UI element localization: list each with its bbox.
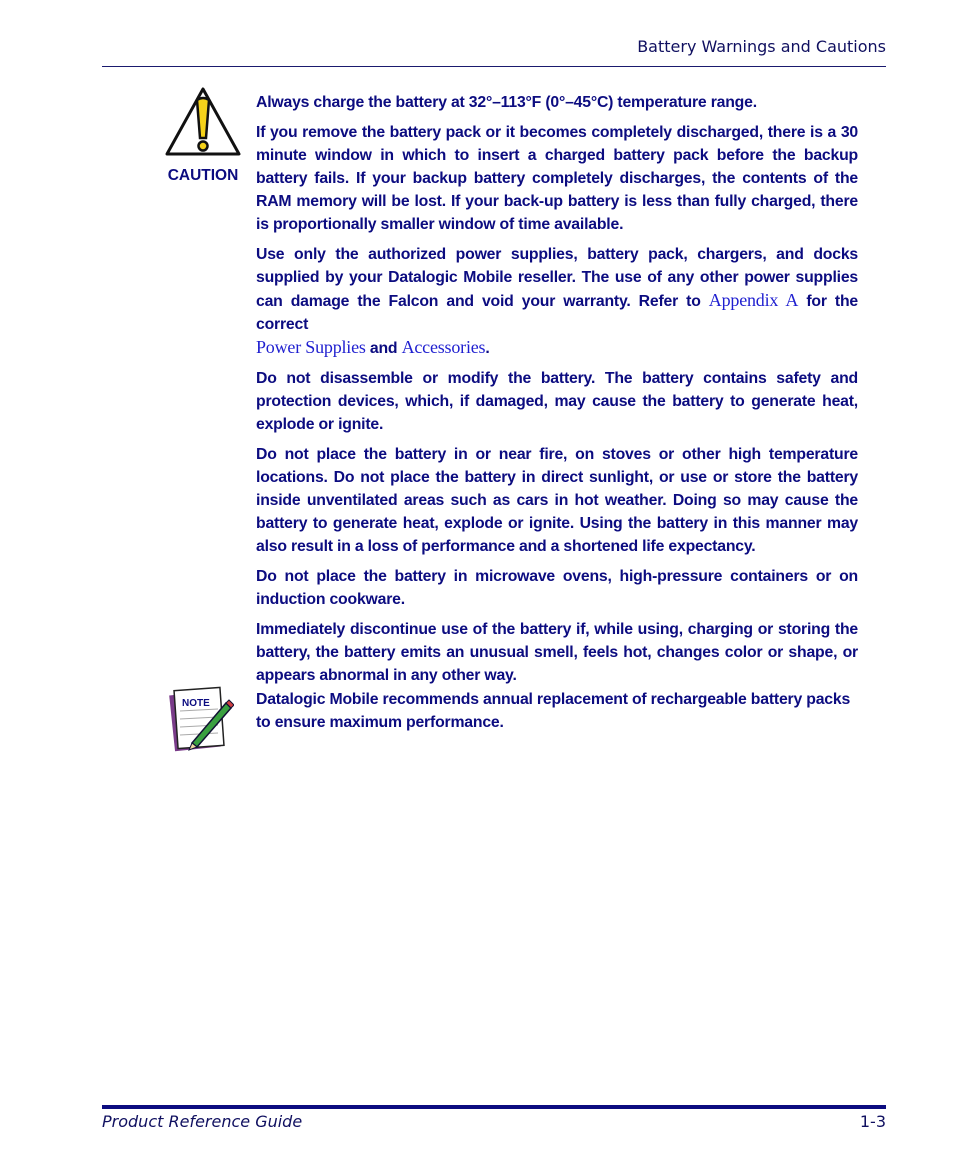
caution-paragraph: Always charge the battery at 32°–113°F (0°–45°C) temperature range. xyxy=(256,94,757,111)
caution-paragraph: Do not place the battery in or near fire, on stoves or other high temperature locations. Do not place the battery in direct sunlight, or use or store the battery inside unventilated areas such as cars in hot weather. Doing so may cause the battery to generate heat, explode or ignite. Using the battery in this manner may also result in a loss of performance and a shortened life expectancy. xyxy=(256,446,858,555)
page-number: 1-3 xyxy=(859,1112,886,1131)
note-pad-icon xyxy=(168,683,234,758)
header-rule xyxy=(102,66,886,67)
supply-text: Use only the authorized power supplies, battery pack, chargers, and docks supplied by your Datalogic Mobile reseller. The use of any other power supplies can damage the Falcon and void your warranty. Refer to xyxy=(256,246,858,310)
running-header: Battery Warnings and Cautions xyxy=(637,37,886,56)
caution-paragraph: Immediately discontinue use of the battery if, while using, charging or storing the battery, the battery emits an unusual smell, feels hot, changes color or shape, or appears abnormal in any other way. xyxy=(256,621,858,684)
note-text: Datalogic Mobile recommends annual replacement of rechargeable battery packs to ensure maximum performance. xyxy=(256,691,851,731)
caution-paragraph: If you remove the battery pack or it becomes completely discharged, there is a 30 minute window in which to insert a charged battery pack before the backup battery fails. If your backup battery completely discharges, the contents of the RAM memory will be lost. If your back-up battery is less than fully charged, there is proportionally smaller window of time available. xyxy=(256,124,858,233)
appendix-a-link[interactable]: Appendix A xyxy=(708,290,799,310)
caution-block xyxy=(162,86,244,185)
note-icon-label: NOTE xyxy=(182,698,210,709)
supply-text: and xyxy=(365,340,402,357)
warning-triangle-icon xyxy=(164,86,242,158)
caution-text xyxy=(256,91,858,694)
supply-text: . xyxy=(485,340,490,357)
caution-paragraph: Do not disassemble or modify the battery. The battery contains safety and protection devices, which, if damaged, may cause the battery to generate heat, explode or ignite. xyxy=(256,370,858,433)
footer-title: Product Reference Guide xyxy=(102,1112,303,1131)
accessories-link[interactable]: Accessories xyxy=(401,337,486,357)
caution-paragraph: Do not place the battery in microwave ovens, high-pressure containers or on induction cookware. xyxy=(256,568,858,608)
caution-paragraph-supplies xyxy=(256,243,858,360)
power-supplies-link[interactable]: Power Supplies xyxy=(256,337,366,357)
footer-rule xyxy=(102,1105,886,1109)
supply-text: for the correct xyxy=(256,293,858,333)
caution-label: CAUTION xyxy=(167,167,239,184)
